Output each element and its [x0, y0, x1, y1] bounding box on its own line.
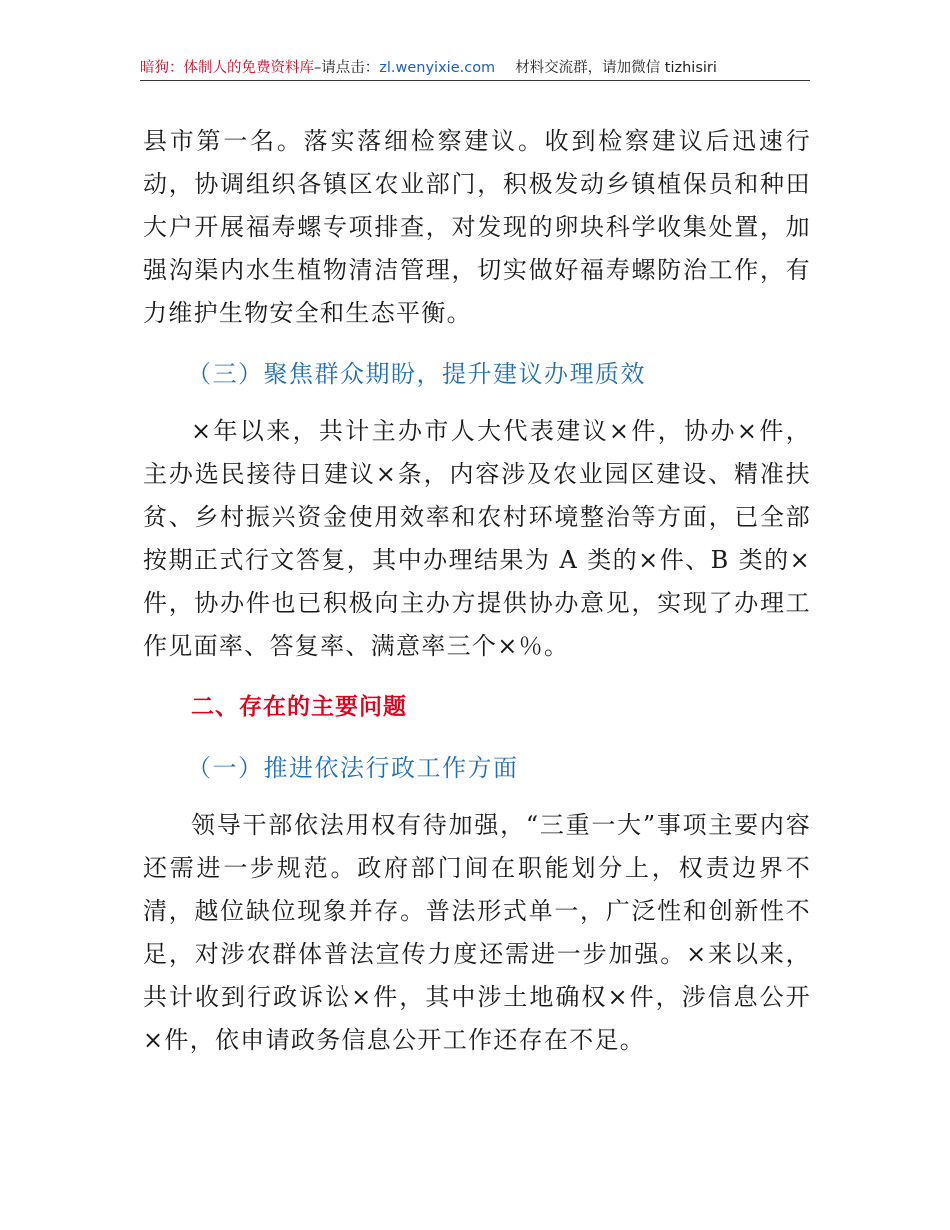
- header-url-link[interactable]: zl.wenyixie.com: [379, 60, 496, 76]
- header-click-prompt: –请点击：: [314, 60, 380, 76]
- paragraph-continued: 县市第一名。落实落细检察建议。收到检察建议后迅速行动，协调组织各镇区农业部门，积极发动乡镇植保员和种田大户开展福寿螺专项排查，对发现的卵块科学收集处置，加强沟渠内水生植物清洁管理，切实做好福寿螺防治工作，有力维护生物安全和生态平衡。: [143, 127, 811, 327]
- paragraph-suggestions: ×年以来，共计主办市人大代表建议×件，协办×件，主办选民接待日建议×条，内容涉及农业园区建设、精准扶贫、乡村振兴资金使用效率和农村环境整治等方面，已全部按期正式行文答复，其中办理结果为 A 类的×件、B 类的×件，协办件也已积极向主办方提供协办意见，实现了办理工作见面率、答复率、满意率三个×％。: [143, 417, 811, 660]
- page-header: [140, 58, 810, 81]
- paragraph-administration: 领导干部依法用权有待加强，“三重一大”事项主要内容还需进一步规范。政府部门间在职能划分上，权责边界不清，越位缺位现象并存。普法形式单一，广泛性和创新性不足，对涉农群体普法宣传力度还需进一步加强。×来以来，共计收到行政诉讼×件，其中涉土地确权×件，涉信息公开×件，依申请政务信息公开工作还存在不足。: [143, 811, 811, 1054]
- section-heading-problems: 二、存在的主要问题: [191, 694, 407, 720]
- document-body: [143, 120, 811, 1062]
- header-site-name: 暗狗：体制人的免费资料库: [140, 60, 314, 76]
- header-group-info: 材料交流群，请加微信 tizhisiri: [515, 60, 717, 76]
- subheading-three: （三）聚焦群众期盼，提升建议办理质效: [187, 360, 646, 388]
- subheading-one: （一）推进依法行政工作方面: [187, 754, 519, 782]
